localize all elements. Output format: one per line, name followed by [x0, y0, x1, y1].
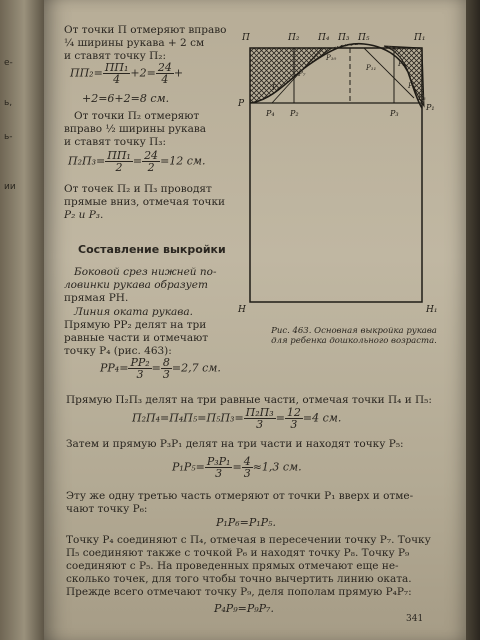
formula-part: = [275, 411, 285, 425]
label-P3: Р₃ [390, 109, 399, 118]
formula-part: =4 см. [302, 411, 342, 425]
label-P-left: Р [238, 99, 245, 109]
text-line: Прежде всего отмечают точку Р₉, деля пополам прямую Р₄Р₇: [66, 586, 412, 598]
formula-pp4 [100, 357, 221, 380]
text-line: прямые вниз, отмечая точки [64, 196, 226, 208]
page-number: 341 [406, 614, 424, 624]
numerator: Р₃Р₁ [206, 455, 231, 468]
text-line: Затем и прямую Р₃Р₁ делят на три части и находят точку Р₅: [66, 438, 404, 450]
numerator: РР₂ [130, 356, 150, 369]
caption-line: для ребенка дошкольного возраста. [271, 336, 437, 346]
right-shadow-edge [466, 0, 480, 640]
text-line: ¼ ширины рукава + 2 см [64, 37, 205, 49]
formula-part: РР₄= [100, 361, 129, 375]
formula-part: =12 см. [160, 154, 206, 168]
label-P10: Р₁₀ [326, 54, 337, 62]
book-page [44, 0, 466, 640]
label-P-top: П [242, 33, 250, 43]
fraction [205, 456, 233, 479]
label-P3-top: П₃ [338, 33, 350, 43]
label-P9: Р₉ [272, 84, 280, 92]
formula-pp2 [70, 62, 183, 85]
text-line: и ставят точку П₂: [64, 50, 167, 62]
label-P2: Р₂ [290, 109, 299, 118]
label-P8: Р₈ [398, 60, 406, 68]
denominator: 2 [147, 161, 155, 174]
text-line: Р₂ и Р₃. [64, 209, 104, 221]
text-line: От точки П₂ отмеряют [74, 110, 200, 122]
formula-part: Р₁Р₅= [172, 460, 205, 474]
formula-part: П₂П₄=П₄П₅=П₅П₃= [132, 411, 244, 425]
left-page-fragment: е- [4, 58, 13, 68]
formula-part: = [232, 460, 242, 474]
text-line: Линия оката рукава. [74, 306, 193, 318]
left-page-edge [0, 0, 44, 640]
denominator: 3 [256, 418, 264, 431]
text-line: От точек П₂ и П₃ проводят [64, 183, 212, 195]
fraction [142, 150, 160, 173]
text-line: сколько точек, для того чтобы точно вычертить линию оката. [66, 573, 412, 585]
fraction [285, 407, 303, 430]
label-P2-top: П₂ [288, 33, 300, 43]
caption-line: Рис. 463. Основная выкройка рукава [271, 326, 437, 336]
section-heading: Составление выкройки [78, 243, 226, 256]
formula-p2p4 [132, 407, 341, 430]
numerator: 24 [157, 61, 172, 74]
denominator: 3 [136, 368, 144, 381]
fraction [156, 62, 174, 85]
label-P5-top: П₅ [358, 33, 370, 43]
denominator: 4 [113, 73, 121, 86]
denominator: 3 [243, 467, 251, 480]
label-P7: Р₇ [298, 70, 306, 78]
numerator: 4 [243, 455, 251, 468]
label-P11: Р₁₁ [366, 64, 377, 72]
denominator: 3 [215, 467, 223, 480]
formula-part: ПП₂= [70, 66, 103, 80]
left-page-fragment: ь- [4, 132, 13, 142]
text-line: чают точку Р₆: [66, 503, 148, 515]
fraction [244, 407, 276, 430]
fraction [105, 150, 133, 173]
label-H1: Н₁ [426, 305, 438, 315]
denominator: 3 [290, 418, 298, 431]
text-line: соединяют с Р₅. На проведенных прямых отмечают еще не- [66, 560, 399, 572]
text-line: П₅ соединяют также с точкой Р₆ и находят точку Р₈. Точку Р₉ [66, 547, 410, 559]
formula-p4p9: Р₄Р₉=Р₉Р₇. [214, 602, 274, 615]
label-P1-top: П₁ [414, 33, 426, 43]
numerator: ПП₁ [104, 61, 129, 74]
label-P1-right: Р₁ [426, 103, 435, 112]
text-line: Прямую РР₂ делят на три [64, 319, 207, 331]
fraction [161, 357, 172, 380]
numerator: П₂П₃ [245, 406, 274, 419]
fraction [103, 62, 131, 85]
text-line: вправо ½ ширины рукава [64, 123, 207, 135]
left-page-fragment: ь, [4, 98, 13, 108]
denominator: 3 [162, 368, 170, 381]
formula-part: = [132, 154, 143, 168]
text-line: равные части и отмечают [64, 332, 209, 344]
denominator: 2 [115, 161, 123, 174]
numerator: 8 [162, 356, 170, 369]
formula-part: ≈1,3 см. [252, 460, 302, 474]
left-page-fragment: ии [4, 182, 16, 192]
formula-part: + [173, 66, 184, 80]
formula-part: =2,7 см. [171, 361, 221, 375]
figure-caption [242, 326, 466, 346]
label-P4: Р₄ [266, 109, 275, 118]
formula-p2p3 [68, 150, 206, 173]
text-line: прямая РН. [64, 292, 129, 304]
sleeve-pattern-figure [234, 28, 474, 322]
numerator: ПП₁ [107, 149, 131, 162]
label-P6: Р₆ [408, 82, 416, 90]
hatched-area-left [250, 48, 332, 103]
formula-part: П₂П₃= [68, 154, 106, 168]
fraction [128, 357, 151, 380]
label-P5: Р₅ [418, 94, 426, 102]
fraction [242, 456, 253, 479]
formula-p1p6: Р₁Р₆=Р₁Р₅. [216, 516, 276, 529]
numerator: 24 [144, 149, 159, 162]
formula-part: +2= [130, 66, 156, 80]
denominator: 4 [161, 73, 169, 86]
text-line: и ставят точку П₃: [64, 136, 167, 148]
formula-p1p5 [172, 456, 302, 479]
text-line: точку Р₄ (рис. 463): [64, 345, 172, 357]
text-line: ловинки рукава образует [64, 279, 208, 291]
text-line: Боковой срез нижней по- [74, 266, 217, 278]
text-line: Эту же одну третью часть отмеряют от точки Р₁ вверх и отме- [66, 490, 414, 502]
label-P4-top: П₄ [318, 33, 330, 43]
text-line: Точку Р₄ соединяют с П₄, отмечая в пересечении точку Р₇. Точку [66, 534, 431, 546]
label-H: Н [238, 305, 246, 315]
numerator: 12 [286, 406, 301, 419]
text-line: Прямую П₂П₃ делят на три равные части, отмечая точки П₄ и П₅: [66, 394, 432, 406]
formula-line: +2=6+2=8 см. [82, 92, 170, 105]
formula-part: = [151, 361, 161, 375]
text-line: От точки П отмеряют вправо [64, 24, 227, 36]
